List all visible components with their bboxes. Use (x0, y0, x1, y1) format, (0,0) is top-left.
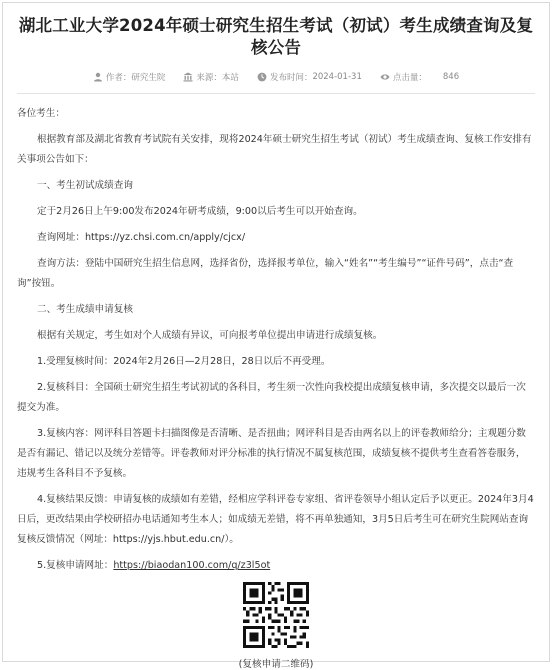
article-meta (3, 69, 549, 85)
item-2-subjects: 2.复核科目：全国硕士研究生招生考试初试的各科目，考生须一次性向我校提出成绩复核申请，多次提交以最后一次提交为准。 (17, 382, 526, 413)
meta-hits (380, 71, 459, 83)
eye-icon (380, 72, 390, 82)
item-3-content: 3.复核内容：网评科目答题卡扫描图像是否清晰、是否扭曲；网评科目是否由两名以上的评卷教师给分；主观题分数是否有漏记、错记以及统分差错等。评卷教师对评分标准的执行情况不属复核范围，成绩复核不提供考生查看答卷服务，违规考生各科目不予复核。 (17, 428, 526, 479)
meta-author (93, 71, 166, 83)
qr-wrap (3, 582, 549, 652)
section1-heading: 一、考生初试成绩查询 (37, 180, 133, 191)
hits-value: 846 (442, 72, 460, 82)
section1-time: 定于2月26日上午9:00发布2024年研考成绩，9:00以后考生可以开始查询。 (37, 206, 363, 217)
apply-link[interactable]: https://biaodan100.com/q/z3l5ot (113, 560, 271, 571)
item-1-time: 1.受理复核时间：2024年2月26日—2月28日，28日以后不再受理。 (37, 356, 331, 367)
item-4-feedback: 4.复核结果反馈：申请复核的成绩如有差错，经相应学科评卷专家组、省评卷领导小组认定后予以更正。2024年3月4日后，更改结果由学校研招办电话通知考生本人；如成绩无差错，将不再单独通知，3月5日后考生可在研究生院网站查询复核反馈情况（网址：https://yjs.hbut.edu.cn/）。 (17, 494, 534, 545)
author-label: 作者： (105, 73, 132, 83)
hits-label: 点击量： (392, 73, 427, 83)
author-value: 研究生院 (131, 73, 166, 83)
date-value: 2024-01-31 (312, 72, 362, 82)
section2-intro: 根据有关规定，考生如对个人成绩有异议，可向报考单位提出申请进行成绩复核。 (37, 330, 383, 341)
date-label: 发布时间： (269, 73, 313, 83)
building-icon (183, 72, 193, 82)
source-value: 本站 (221, 73, 239, 83)
section2-heading: 二、考生成绩申请复核 (37, 304, 133, 315)
item-5-apply (17, 556, 535, 576)
greeting: 各位考生： (17, 108, 65, 119)
title-divider (17, 93, 535, 94)
meta-source (183, 71, 239, 83)
intro-paragraph: 根据教育部及湖北省教育考试院有关安排，现将2024年硕士研究生招生考试（初试）考生成绩查询、复核工作安排有关事项公告如下： (17, 134, 532, 165)
person-icon (93, 72, 103, 82)
article-title: 湖北工业大学2024年硕士研究生招生考试（初试）考生成绩查询及复核公告 (18, 16, 534, 57)
meta-date (257, 71, 362, 83)
section1-method: 查询方法：登陆中国研究生招生信息网，选择省份，选择报考单位，输入“姓名”“考生编号”“证件号码”，点击“查询”按钮。 (17, 258, 514, 289)
qr-caption: (复核申请二维码) (238, 659, 314, 670)
item-5-label: 5.复核申请网址： (37, 560, 114, 571)
section1-url-line: 查询网址：https://yz.chsi.com.cn/apply/cjcx/ (37, 232, 246, 243)
source-label: 来源： (196, 73, 222, 83)
article-frame (2, 2, 550, 670)
clock-icon (257, 72, 267, 82)
article-body (17, 104, 535, 576)
qr-code (243, 582, 309, 648)
